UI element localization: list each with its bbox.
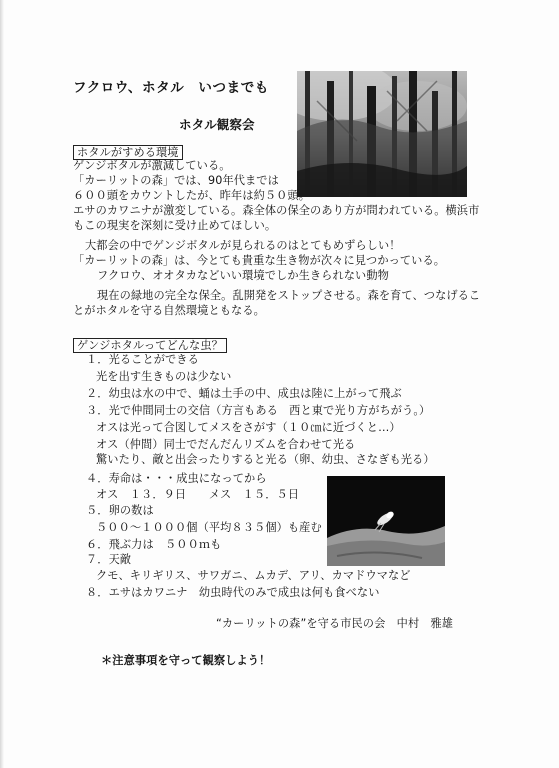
firefly-item-2: ２．幼虫は水の中で、蛹は土手の中、成虫は陸に上がって飛ぶ (86, 387, 402, 400)
footer-note: ＊注意事項を守って観察しよう！ (101, 654, 271, 667)
section-heading-firefly: ゲンジホタルってどんな虫？ (73, 338, 227, 353)
firefly-photo (327, 476, 445, 566)
scan-edge-shadow (0, 0, 4, 768)
firefly-item-5-detail: ５００～１０００個（平均８３５個）も産む (96, 521, 322, 534)
document-title: フクロウ、ホタル いつまでも (73, 80, 269, 96)
firefly-item-5: ５．卵の数は (86, 504, 154, 517)
habitat-line-10: とがホタルを守る自然環境ともなる。 (73, 304, 265, 317)
firefly-item-7-detail: クモ、キリギリス、サワガニ、ムカデ、アリ、カマドウマなど (96, 569, 411, 582)
forest-photo (297, 71, 467, 197)
habitat-line-7: 「カーリットの森」は、今とても貴重な生き物が次々に見つかっている。 (73, 254, 446, 267)
habitat-line-2: 「カーリットの森」では、90年代までは (73, 174, 279, 187)
firefly-item-4: ４．寿命は・・・成虫になってから (86, 472, 267, 485)
firefly-item-8: ８．エサはカワニナ 幼虫時代のみで成虫は何も食べない (86, 586, 380, 599)
signature: “カーリットの森”を守る市民の会 中村 雅雄 (216, 617, 454, 630)
habitat-line-8: フクロウ、オオタカなどいい環境でしか生きられない動物 (97, 269, 389, 282)
firefly-item-3: ３．光で仲間同士の交信（方言もある 西と東で光り方がちがう。） (86, 404, 431, 417)
firefly-item-7: ７．天敵 (86, 553, 132, 566)
section-heading-habitat: ホタルがすめる環境 (73, 145, 183, 160)
habitat-line-6: 大都会の中でゲンジボタルが見られるのはとてもめずらしい！ (85, 239, 401, 252)
firefly-item-1: １．光ることができる (86, 353, 199, 366)
habitat-line-1: ゲンジボタルが激減している。 (73, 159, 231, 172)
habitat-line-9: 現在の緑地の完全な保全。乱開発をストップさせる。森を育て、つなげるこ (97, 289, 481, 302)
firefly-item-4-detail: オス １３．９日 メス １５．５日 (96, 488, 300, 501)
document-subtitle: ホタル観察会 (179, 117, 255, 132)
firefly-item-6: ６．飛ぶ力は ５００ｍも (86, 538, 222, 551)
firefly-item-3-detail-2: オス（仲間）同士でだんだんリズムを合わせて光る (96, 438, 356, 451)
habitat-line-5: もこの現実を深刻に受け止めてほしい。 (73, 219, 277, 232)
firefly-item-3-detail-3: 驚いたり、敵と出会ったりすると光る（卵、幼虫、さなぎも光る） (96, 453, 435, 466)
habitat-line-4: エサのカワニナが激変している。森全体の保全のあり方が問われている。横浜市 (73, 204, 480, 217)
firefly-item-3-detail-1: オスは光って合図してメスをさがす（１０㎝に近づくと…） (96, 421, 401, 434)
firefly-item-1-detail: 光を出す生きものは少ない (96, 370, 232, 383)
habitat-line-3: ６００頭をカウントしたが、昨年は約５０頭。 (73, 189, 311, 202)
